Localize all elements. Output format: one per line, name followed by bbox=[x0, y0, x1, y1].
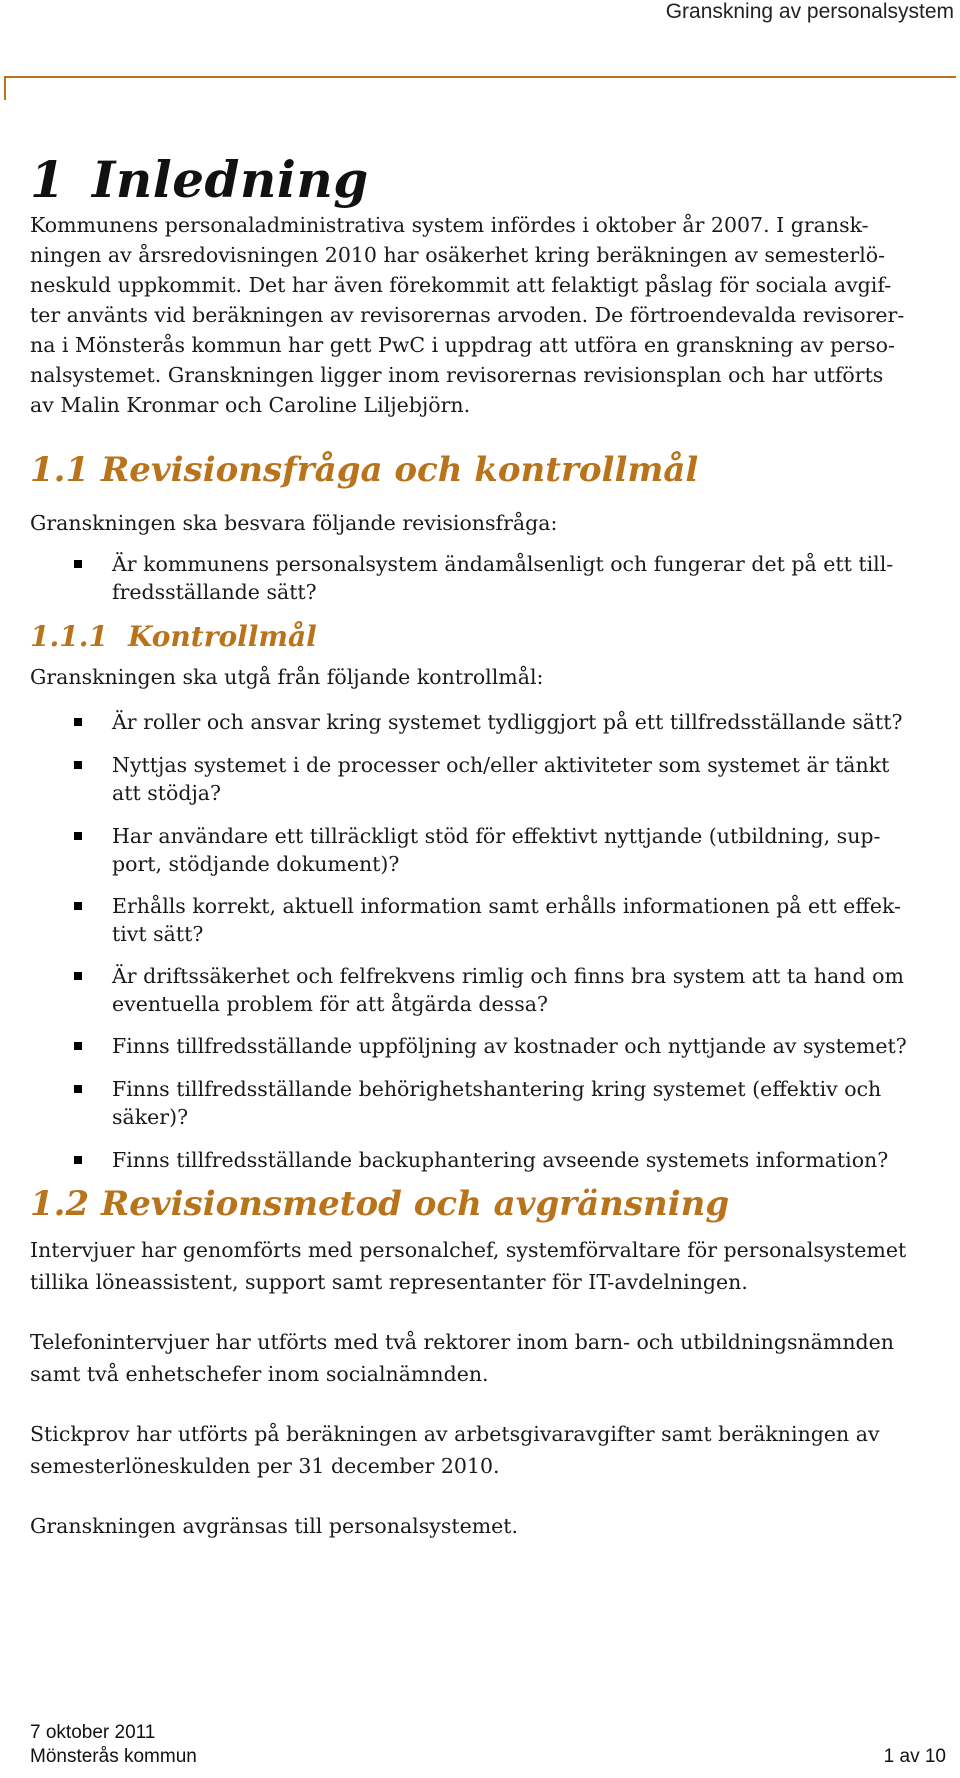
paragraph-line: Telefonintervjuer har utförts med två rektorer inom barn- och utbildningsnämnden bbox=[30, 1330, 895, 1354]
paragraph-line: Granskningen avgränsas till personalsystemet. bbox=[30, 1514, 519, 1538]
list-item-text bbox=[112, 708, 950, 736]
intro-line: na i Mönsterås kommun har gett PwC i uppdrag att utföra en granskning av perso- bbox=[30, 333, 895, 357]
list-item-line: Har användare ett tillräckligt stöd för effektivt nyttjande (utbildning, sup- bbox=[112, 824, 881, 848]
intro-line: av Malin Kronmar och Caroline Liljebjörn. bbox=[30, 393, 471, 417]
heading-number: 1.1.1 bbox=[30, 620, 108, 653]
bullet-marker bbox=[74, 1156, 82, 1164]
heading-inledning bbox=[30, 150, 369, 209]
heading-title: Kontrollmål bbox=[128, 620, 317, 653]
header-rule-tick bbox=[4, 76, 6, 100]
heading-revisionsfraga: 1.1 Revisionsfråga och kontrollmål bbox=[30, 450, 699, 490]
paragraph-line: Stickprov har utförts på beräkningen av arbetsgivaravgifter samt beräkningen av bbox=[30, 1422, 880, 1446]
list-item-line: Nyttjas systemet i de processer och/eller aktiviteter som systemet är tänkt bbox=[112, 753, 890, 777]
bullet-marker bbox=[74, 560, 82, 568]
list-item-text bbox=[112, 1032, 950, 1060]
bullet-marker bbox=[74, 718, 82, 726]
list-item-text bbox=[112, 822, 950, 878]
list-item-text bbox=[112, 962, 950, 1018]
footer-date: 7 oktober 2011 bbox=[30, 1722, 156, 1743]
heading-title: Inledning bbox=[92, 150, 369, 209]
list-item-text bbox=[112, 751, 950, 807]
bullet-marker bbox=[74, 1042, 82, 1050]
intro-line: ningen av årsredovisningen 2010 har osäkerhet kring beräkningen av semesterlö- bbox=[30, 243, 886, 267]
list-item-text bbox=[112, 1075, 950, 1131]
metod-paragraph bbox=[30, 1510, 950, 1542]
paragraph-line: samt två enhetschefer inom socialnämnden. bbox=[30, 1362, 489, 1386]
list-item-line: eventuella problem för att åtgärda dessa? bbox=[112, 992, 548, 1016]
intro-line: ter använts vid beräkningen av revisorernas arvoden. De förtroendevalda revisorer- bbox=[30, 303, 905, 327]
metod-paragraph bbox=[30, 1326, 950, 1390]
list-item-line: Är driftssäkerhet och felfrekvens rimlig och finns bra system att ta hand om bbox=[112, 964, 904, 988]
heading-revisionsmetod: 1.2 Revisionsmetod och avgränsning bbox=[30, 1184, 730, 1224]
list-item-line: Finns tillfredsställande backuphantering avseende systemets information? bbox=[112, 1148, 889, 1172]
list-item-line: port, stödjande dokument)? bbox=[112, 852, 400, 876]
list-item-line: tivt sätt? bbox=[112, 922, 204, 946]
bullet-marker bbox=[74, 832, 82, 840]
metod-paragraph bbox=[30, 1418, 950, 1482]
list-item-text bbox=[112, 1146, 950, 1174]
list-item-line: säker)? bbox=[112, 1105, 189, 1129]
footer-page-number: 1 av 10 bbox=[883, 1746, 946, 1767]
intro-line: nalsystemet. Granskningen ligger inom revisorernas revisionsplan och har utförts bbox=[30, 363, 884, 387]
running-header: Granskning av personalsystem bbox=[665, 0, 954, 23]
list-item-text bbox=[112, 550, 950, 606]
bullet-marker bbox=[74, 972, 82, 980]
header-rule bbox=[4, 76, 956, 78]
list-item-line: Är roller och ansvar kring systemet tydliggjort på ett tillfredsställande sätt? bbox=[112, 710, 903, 734]
list-item-line: Är kommunens personalsystem ändamålsenligt och fungerar det på ett till- bbox=[112, 552, 894, 576]
list-item-line: Finns tillfredsställande behörighetshantering kring systemet (effektiv och bbox=[112, 1077, 882, 1101]
intro-line: Kommunens personaladministrativa system infördes i oktober år 2007. I gransk- bbox=[30, 213, 869, 237]
heading-number: 1 bbox=[30, 150, 66, 209]
list-item-line: Erhålls korrekt, aktuell information samt erhålls informationen på ett effek- bbox=[112, 894, 901, 918]
intro-paragraph bbox=[30, 210, 950, 420]
heading-kontrollmal bbox=[30, 620, 317, 653]
paragraph-line: tillika löneassistent, support samt representanter för IT-avdelningen. bbox=[30, 1270, 748, 1294]
list-item bbox=[30, 550, 950, 606]
metod-paragraph bbox=[30, 1234, 950, 1298]
bullet-marker bbox=[74, 1085, 82, 1093]
bullet-marker bbox=[74, 902, 82, 910]
intro-line: neskuld uppkommit. Det har även förekommit att felaktigt påslag för sociala avgif- bbox=[30, 273, 892, 297]
kontrollmal-lead: Granskningen ska utgå från följande kontrollmål: bbox=[30, 665, 544, 689]
list-item-line: Finns tillfredsställande uppföljning av kostnader och nyttjande av systemet? bbox=[112, 1034, 907, 1058]
paragraph-line: semesterlöneskulden per 31 december 2010. bbox=[30, 1454, 500, 1478]
bullet-marker bbox=[74, 761, 82, 769]
list-item-text bbox=[112, 892, 950, 948]
list-item-line: att stödja? bbox=[112, 781, 222, 805]
revisionsfraga-lead: Granskningen ska besvara följande revisionsfråga: bbox=[30, 511, 558, 535]
paragraph-line: Intervjuer har genomförts med personalchef, systemförvaltare för personalsystemet bbox=[30, 1238, 907, 1262]
footer-organization: Mönsterås kommun bbox=[30, 1746, 197, 1767]
list-item-line: fredsställande sätt? bbox=[112, 580, 317, 604]
